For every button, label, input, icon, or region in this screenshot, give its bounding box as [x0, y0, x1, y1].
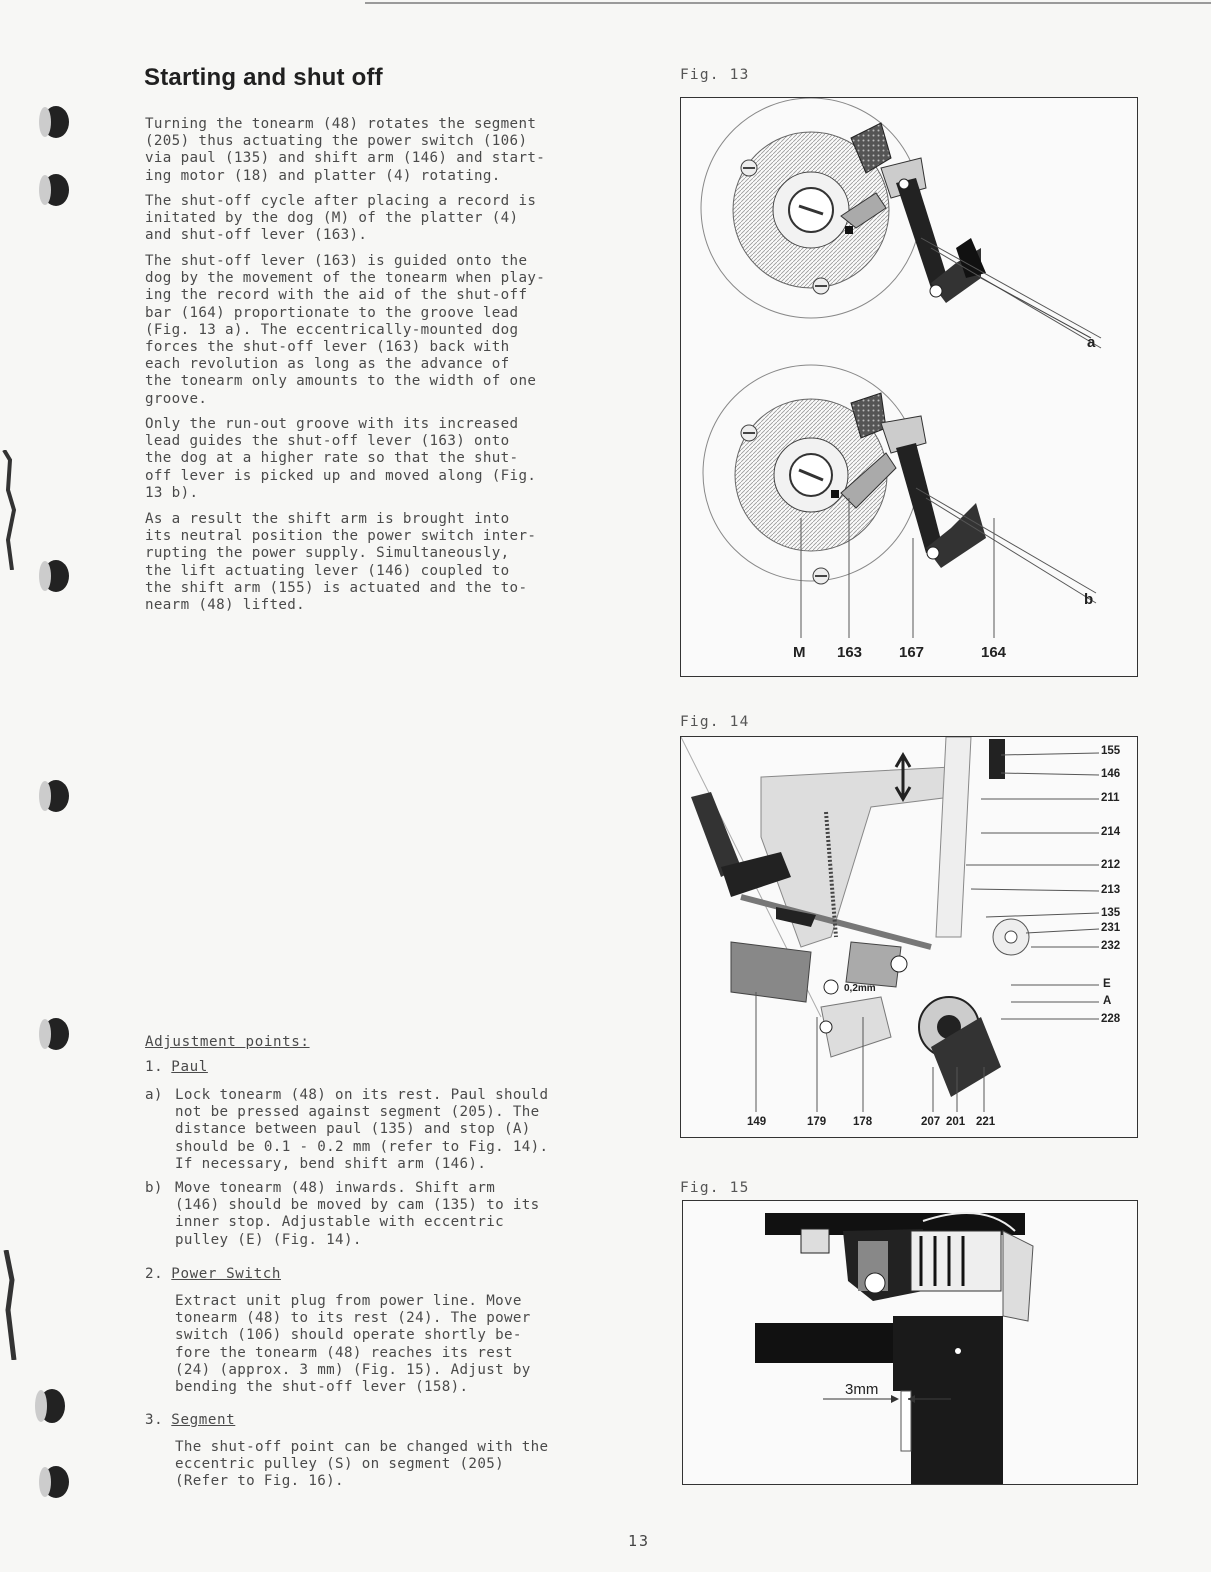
adjustment-item	[145, 1293, 620, 1396]
callout-164: 164	[981, 644, 1007, 661]
punch-hole	[36, 1014, 70, 1054]
callout-b: b	[1084, 591, 1094, 608]
callout-right: 214	[1101, 826, 1121, 838]
callout-right: 228	[1101, 1013, 1121, 1025]
figure-15	[682, 1200, 1138, 1485]
section-heading	[145, 1266, 281, 1282]
item-text: Extract unit plug from power line. Move tonearm (48) to its rest (24). The power switch (106) should operate shortly be- fore the tonearm (48) reaches its rest (24) (approx. 3 mm) (Fig. 15). Adjust by bending the shut-off lever (158).	[175, 1293, 531, 1396]
callout-right: A	[1103, 995, 1112, 1007]
callout-right: 231	[1101, 922, 1121, 934]
punch-hole	[36, 776, 70, 816]
paragraph: As a result the shift arm is brought into its neutral position the power switch inter- rupting the power supply. Simultaneously, the lift actuating lever (146) coupled to the shift arm (155) is actuated and the to- nearm (48) lifted.	[145, 511, 537, 614]
callout-right: 135	[1101, 907, 1121, 919]
figure-label: Fig. 15	[680, 1180, 750, 1196]
callout-a: a	[1087, 334, 1096, 351]
punch-hole	[36, 102, 70, 142]
callout-right: E	[1103, 978, 1111, 990]
section-heading	[145, 1412, 235, 1428]
binding-mark	[0, 1250, 22, 1360]
adjustment-item	[145, 1439, 620, 1491]
dimension-label: 3mm	[845, 1381, 879, 1398]
adjustment-heading: Adjustment points:	[145, 1034, 310, 1050]
punch-hole	[36, 170, 70, 210]
figure-14	[680, 736, 1138, 1138]
item-text: The shut-off point can be changed with the eccentric pulley (S) on segment (205) (Refer to Fig. 16).	[175, 1439, 549, 1490]
callout-bottom: 178	[853, 1116, 873, 1128]
callout-bottom: 221	[976, 1116, 996, 1128]
callout-right: 211	[1101, 792, 1120, 804]
figure-label: Fig. 14	[680, 714, 750, 730]
item-label: b)	[145, 1180, 163, 1196]
figure-13-drawing	[681, 98, 1137, 676]
callout-right: 232	[1101, 940, 1121, 952]
item-text: Lock tonearm (48) on its rest. Paul should not be pressed against segment (205). The distance between paul (135) and stop (A) should be 0.1 - 0.2 mm (refer to Fig. 14). If necessary, bend shift arm (146).	[175, 1087, 549, 1172]
figure-15-drawing	[683, 1201, 1137, 1484]
punch-hole	[36, 1462, 70, 1502]
figure-13	[680, 97, 1138, 677]
page-number: 13	[628, 1532, 651, 1550]
callout-167: 167	[899, 644, 925, 661]
section-title: Segment	[171, 1412, 236, 1428]
item-label: a)	[145, 1087, 163, 1103]
paragraph: The shut-off cycle after placing a record is initated by the dog (M) of the platter (4) and shut-off lever (163).	[145, 193, 537, 244]
top-rule	[365, 2, 1211, 4]
callout-bottom: 201	[946, 1116, 966, 1128]
figure-label: Fig. 13	[680, 67, 750, 83]
page-title: Starting and shut off	[144, 64, 383, 91]
paragraph: Turning the tonearm (48) rotates the segment (205) thus actuating the power switch (106) via paul (135) and shift arm (146) and start- ing motor (18) and platter (4) rotating.	[145, 116, 546, 184]
figure-14-drawing	[681, 737, 1137, 1137]
callout-bottom: 207	[921, 1116, 941, 1128]
gap-note: 0,2mm	[844, 983, 876, 994]
paragraph: The shut-off lever (163) is guided onto the dog by the movement of the tonearm when play- ing the record with the aid of the shut-off bar (164) proportionate to the groove lead (Fig. 13 a). The eccentrically-mounted dog forces the shut-off lever (163) back with each revolution as long as the advance of the tonearm only amounts to the width of one groove.	[145, 253, 546, 407]
callout-right: 212	[1101, 859, 1121, 871]
callout-right: 155	[1101, 745, 1121, 757]
callout-M: M	[793, 644, 806, 661]
section-heading	[145, 1059, 208, 1075]
section-number: 2.	[145, 1266, 164, 1282]
item-text: Move tonearm (48) inwards. Shift arm (146) should be moved by cam (135) to its inner stop. Adjustable with eccentric pulley (E) (Fig. 14).	[175, 1180, 540, 1248]
callout-bottom: 149	[747, 1116, 767, 1128]
section-title: Power Switch	[171, 1266, 281, 1282]
adjustment-item	[145, 1180, 620, 1249]
adjustment-item	[145, 1087, 620, 1173]
callout-bottom: 179	[807, 1116, 827, 1128]
punch-hole	[32, 1386, 66, 1426]
punch-hole	[36, 556, 70, 596]
callout-right: 213	[1101, 884, 1121, 896]
callout-right: 146	[1101, 768, 1121, 780]
callout-163: 163	[837, 644, 863, 661]
section-number: 1.	[145, 1059, 164, 1075]
binding-mark	[0, 450, 22, 570]
paragraph: Only the run-out groove with its increased lead guides the shut-off lever (163) onto the dog at a higher rate so that the shut- off lever is picked up and moved along (Fig. 13 b).	[145, 416, 537, 501]
section-number: 3.	[145, 1412, 164, 1428]
section-title: Paul	[171, 1059, 208, 1075]
